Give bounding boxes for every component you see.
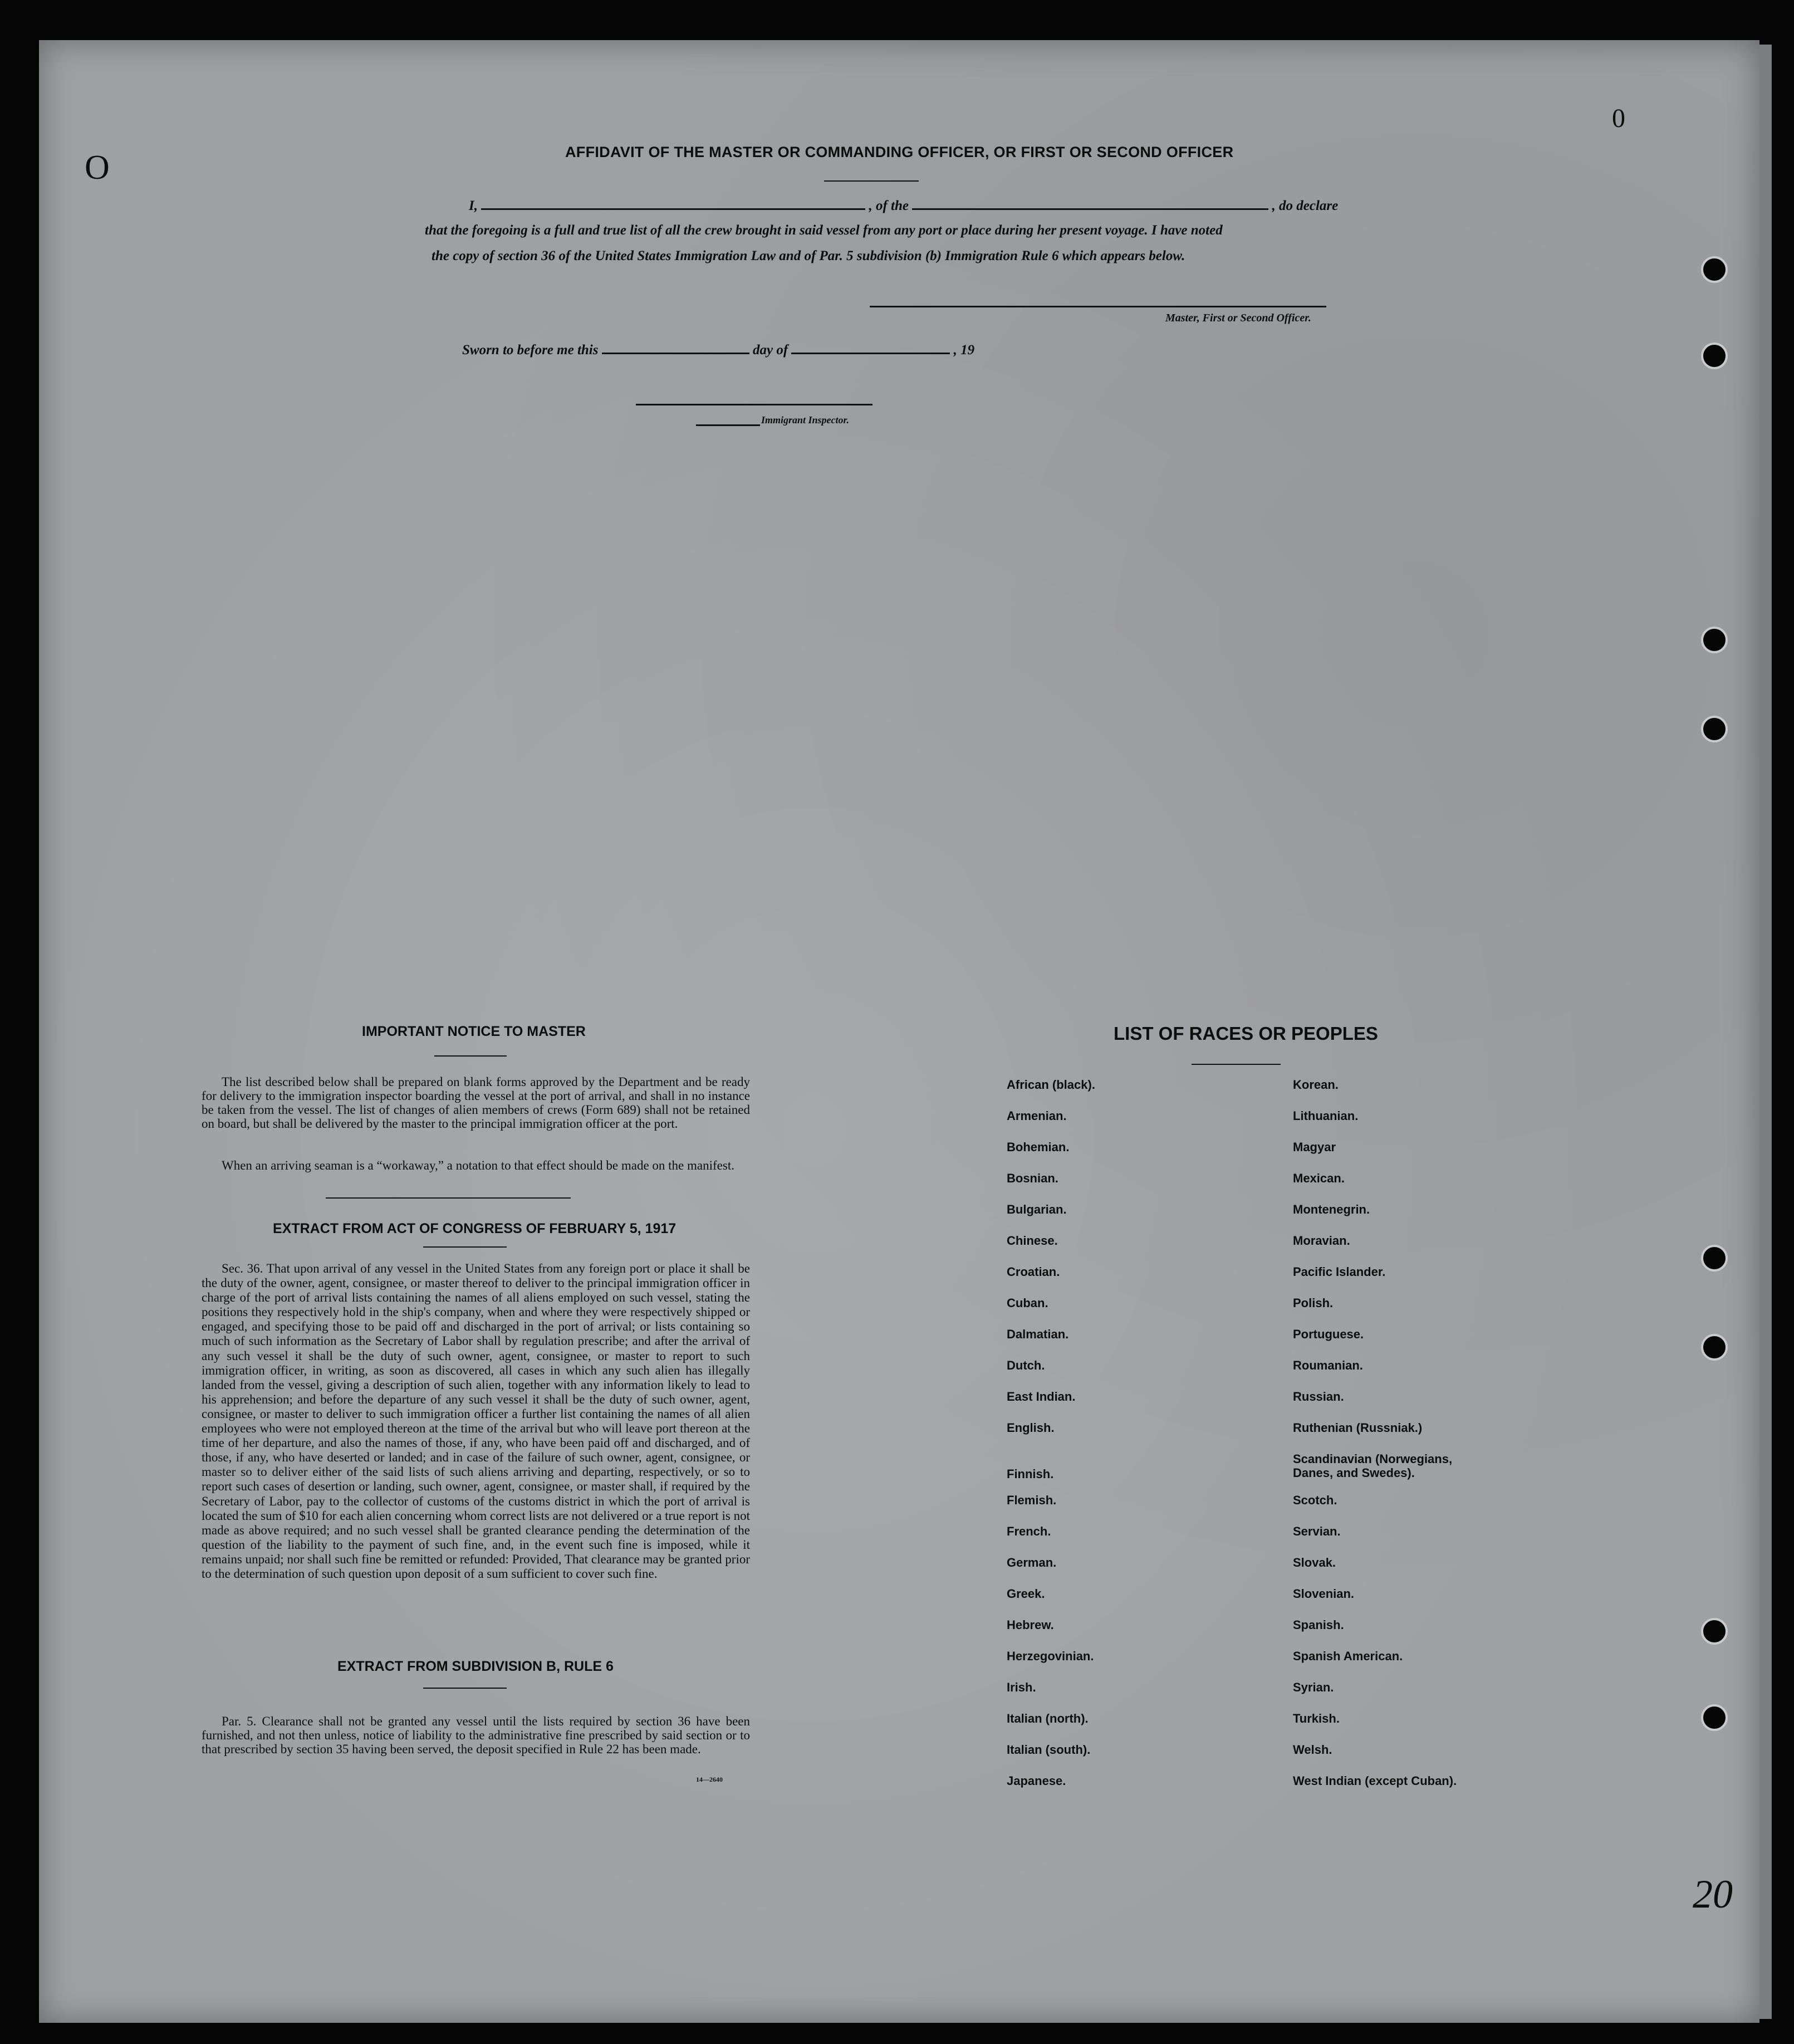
race-item: Pacific Islander. <box>1293 1265 1386 1279</box>
race-item: Italian (south). <box>1007 1743 1091 1757</box>
race-item: Cuban. <box>1007 1296 1048 1310</box>
page-edge <box>1759 45 1772 2019</box>
race-item: Servian. <box>1293 1524 1341 1538</box>
race-item: Dutch. <box>1007 1358 1045 1372</box>
corner-page-number: 20 <box>1693 1872 1733 1916</box>
race-item: Montenegrin. <box>1293 1202 1370 1216</box>
divider <box>1192 1064 1281 1065</box>
punch-hole <box>1701 1618 1728 1645</box>
punch-hole <box>1701 1704 1728 1731</box>
inspector-signature-field[interactable] <box>696 424 760 426</box>
race-item: Herzegovinian. <box>1007 1649 1094 1663</box>
punch-hole <box>1701 1245 1728 1272</box>
race-item: French. <box>1007 1524 1051 1538</box>
notice-paragraph: The list described below shall be prepared on blank forms approved by the Department and be ready for delivery to the immigration inspector boarding the vessel at the port of arrival, and shall in no instance be taken from the vessel. The list of changes of alien members of crews (Form 689) shall not be retained on board, but shall be delivered by the master to the principal immigration officer at the port. <box>202 1075 750 1131</box>
race-item: West Indian (except Cuban). <box>1293 1774 1457 1788</box>
race-item: Bulgarian. <box>1007 1202 1067 1216</box>
race-item: Scotch. <box>1293 1493 1337 1507</box>
race-item: Russian. <box>1293 1390 1344 1404</box>
race-item: Irish. <box>1007 1680 1036 1694</box>
race-item: Portuguese. <box>1293 1327 1364 1341</box>
race-item: Spanish American. <box>1293 1649 1403 1663</box>
affidavit-text-line: the copy of section 36 of the United States Immigration Law and of Par. 5 subdivision (b) Immigration Rule 6 which appears below. <box>432 248 1185 263</box>
race-item: Spanish. <box>1293 1618 1344 1632</box>
inspector-signature-field[interactable] <box>636 404 873 405</box>
vessel-prefix: , of the <box>869 198 909 213</box>
race-item: Welsh. <box>1293 1743 1332 1757</box>
race-item: English. <box>1007 1421 1055 1435</box>
race-item: Magyar <box>1293 1140 1336 1154</box>
master-signature-field[interactable] <box>870 306 1326 307</box>
act-extract-title: EXTRACT FROM ACT OF CONGRESS OF FEBRUARY 5, 1917 <box>273 1221 677 1236</box>
race-item: Bohemian. <box>1007 1140 1070 1154</box>
race-item: Scandinavian (Norwegians, Danes, and Swedes). <box>1293 1452 1453 1480</box>
punch-hole <box>1701 256 1728 283</box>
divider <box>423 1688 507 1689</box>
race-item: Roumanian. <box>1293 1358 1363 1372</box>
race-item: Syrian. <box>1293 1680 1334 1694</box>
race-item: Slovak. <box>1293 1556 1336 1569</box>
races-list-title: LIST OF RACES OR PEOPLES <box>1114 1023 1378 1044</box>
race-item: African (black). <box>1007 1078 1095 1092</box>
form-number: 14—2640 <box>696 1776 723 1783</box>
race-item: Finnish. <box>1007 1467 1054 1481</box>
right-corner-mark: 0 <box>1612 104 1625 133</box>
race-item: Korean. <box>1293 1078 1339 1092</box>
race-item: Hebrew. <box>1007 1618 1054 1632</box>
rule-extract-title: EXTRACT FROM SUBDIVISION B, RULE 6 <box>337 1659 614 1674</box>
notice-paragraph: When an arriving seaman is a “workaway,” a notation to that effect should be made on the manifest. <box>222 1158 734 1172</box>
race-item: Turkish. <box>1293 1712 1340 1725</box>
punch-hole <box>1701 716 1728 742</box>
divider <box>824 180 919 182</box>
sworn-day-field[interactable] <box>602 353 749 354</box>
divider <box>326 1197 571 1199</box>
race-item: Ruthenian (Russniak.) <box>1293 1421 1423 1435</box>
punch-hole <box>1701 1334 1728 1361</box>
divider <box>423 1246 507 1248</box>
race-item: Bosnian. <box>1007 1171 1058 1185</box>
race-item: German. <box>1007 1556 1057 1569</box>
sworn-line <box>462 343 974 358</box>
sworn-month-field[interactable] <box>791 353 950 354</box>
race-item: Lithuanian. <box>1293 1109 1359 1123</box>
race-item: Polish. <box>1293 1296 1334 1310</box>
declare-suffix: , do declare <box>1272 198 1339 213</box>
race-item: Greek. <box>1007 1587 1045 1601</box>
declarant-name-field[interactable] <box>481 208 865 210</box>
race-item: East Indian. <box>1007 1390 1076 1404</box>
punch-hole <box>1701 627 1728 653</box>
notice-title: IMPORTANT NOTICE TO MASTER <box>362 1024 586 1039</box>
declarant-prefix: I, <box>469 198 478 213</box>
race-item: Moravian. <box>1293 1234 1350 1248</box>
punch-hole <box>1701 343 1728 369</box>
sworn-day-label: day of <box>752 343 788 358</box>
race-item: Slovenian. <box>1293 1587 1355 1601</box>
race-item: Japanese. <box>1007 1774 1066 1788</box>
master-signature-label: Master, First or Second Officer. <box>1165 312 1311 324</box>
race-item: Mexican. <box>1293 1171 1345 1185</box>
vessel-name-field[interactable] <box>912 208 1268 210</box>
race-item: Flemish. <box>1007 1493 1057 1507</box>
race-item: Chinese. <box>1007 1234 1058 1248</box>
race-item: Armenian. <box>1007 1109 1067 1123</box>
affidavit-title: AFFIDAVIT OF THE MASTER OR COMMANDING OFFICER, OR FIRST OR SECOND OFFICER <box>565 144 1234 160</box>
sworn-prefix: Sworn to before me this <box>462 343 599 358</box>
sworn-year-label: , 19 <box>953 343 975 358</box>
race-item: Croatian. <box>1007 1265 1060 1279</box>
race-item: Dalmatian. <box>1007 1327 1069 1341</box>
inspector-label: Immigrant Inspector. <box>761 414 850 426</box>
rule-extract-text: Par. 5. Clearance shall not be granted any vessel until the lists required by section 36 have been furnished, and not then unless, notice of liability to the administrative fine prescribed by said section or to that prescribed by section 35 having been served, the deposit specified in Rule 22 has been made. <box>202 1714 750 1756</box>
act-extract-text: Sec. 36. That upon arrival of any vessel in the United States from any foreign port or place it shall be the duty of the owner, agent, consignee, or master thereof to deliver to the principal immigration officer in charge of the port of arrival lists containing the names of all aliens employed on such vessel, stating the positions they respectively hold in the ship's company, when and where they were respectively shipped or engaged, and specifying those to be paid off and discharged in the port of arrival; or lists containing so much of such information as the Secretary of Labor shall by regulation prescribe; and after the arrival of any such vessel it shall be the duty of such owner, agent, consignee, or master to report to such immigration officer, in writing, as soon as discovered, all cases in which any such alien has illegally landed from the vessel, giving a description of such alien, together with any information likely to lead to his apprehension; and before the departure of any such vessel it shall be the duty of such owner, agent, consignee, or master to deliver to such immigration officer a further list containing the names of all alien employees who were not employed thereon at the time of the arrival but who will leave port thereon at the time of her departure, and also the names of those, if any, who have been paid off and discharged, and of those, if any, who have deserted or landed; and in case of the failure of such owner, agent, consignee, or master so to deliver either of the said lists of such aliens arriving and departing, respectively, or so to report such cases of desertion or landing, such owner, agent, consignee, or master shall, if required by the Secretary of Labor, pay to the collector of customs of the customs district in which the port of arrival is located the sum of $10 for each alien concerning whom correct lists are not delivered or a true report is not made as above required; and no such vessel shall be granted clearance pending the determination of the question of the liability to the payment of such fine, and, in the event such fine is imposed, while it remains unpaid; nor shall such fine be remitted or refunded: Provided, That clearance may be granted prior to the determination of such question upon deposit of a sum sufficient to cover such fine. <box>202 1261 750 1581</box>
left-circle-mark: O <box>85 149 110 187</box>
divider <box>434 1055 507 1057</box>
affidavit-text-line: that the foregoing is a full and true list of all the crew brought in said vessel from any port or place during her present voyage. I have noted <box>425 223 1223 238</box>
race-item: Italian (north). <box>1007 1712 1089 1725</box>
affidavit-declaration-line <box>469 198 1338 214</box>
